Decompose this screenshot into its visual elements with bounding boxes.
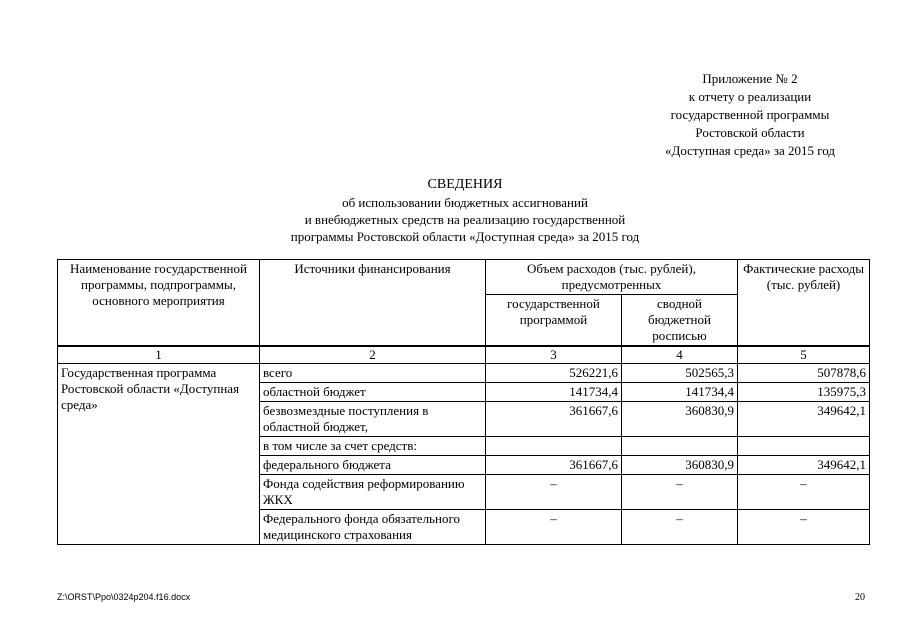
program-value: –: [486, 475, 622, 510]
program-value: –: [486, 510, 622, 545]
document-title: [200, 176, 730, 245]
source-cell: федерального бюджета: [260, 456, 486, 475]
source-cell: всего: [260, 364, 486, 383]
appendix-line: к отчету о реализации: [688, 89, 812, 104]
index-row: [58, 346, 870, 364]
report-table: [57, 259, 870, 545]
budget-value: –: [622, 510, 738, 545]
actual-value: [738, 437, 870, 456]
actual-value: –: [738, 475, 870, 510]
header-source: Источники финансирования: [260, 260, 486, 347]
appendix-line: Приложение № 2: [702, 71, 798, 86]
program-name-cell: Государственная программа Ростовской области «Доступная среда»: [58, 364, 260, 545]
budget-value: 360830,9: [622, 456, 738, 475]
header-budget: сводной бюджетной росписью: [622, 295, 738, 347]
program-value: 526221,6: [486, 364, 622, 383]
program-value: 361667,6: [486, 456, 622, 475]
source-cell: областной бюджет: [260, 383, 486, 402]
source-cell: Фонда содействия реформированию ЖКХ: [260, 475, 486, 510]
appendix-header: [630, 70, 870, 160]
header-row: [58, 260, 870, 295]
appendix-line: государственной программы: [670, 107, 830, 122]
title-line: об использовании бюджетных ассигнований: [342, 195, 588, 210]
header-name: Наименование государственной программы, подпрограммы, основного мероприятия: [58, 260, 260, 347]
index-cell: 3: [486, 346, 622, 364]
appendix-line: Ростовской области: [695, 125, 805, 140]
index-cell: 5: [738, 346, 870, 364]
title-line: и внебюджетных средств на реализацию государственной: [304, 212, 626, 227]
header-volume: Объем расходов (тыс. рублей), предусмотренных: [486, 260, 738, 295]
program-value: 361667,6: [486, 402, 622, 437]
actual-value: 349642,1: [738, 402, 870, 437]
actual-value: 349642,1: [738, 456, 870, 475]
actual-value: 135975,3: [738, 383, 870, 402]
table-row: [58, 364, 870, 383]
title-main: СВЕДЕНИЯ: [427, 177, 503, 192]
program-value: [486, 437, 622, 456]
index-cell: 1: [58, 346, 260, 364]
actual-value: 507878,6: [738, 364, 870, 383]
budget-value: [622, 437, 738, 456]
page-number: 20: [855, 592, 865, 603]
source-cell: Федерального фонда обязательного медицинского страхования: [260, 510, 486, 545]
index-cell: 2: [260, 346, 486, 364]
footer-file-path: Z:\ORST\Ppo\0324p204.f16.docx: [57, 592, 191, 602]
program-value: 141734,4: [486, 383, 622, 402]
title-line: программы Ростовской области «Доступная среда» за 2015 год: [290, 229, 640, 244]
appendix-line: «Доступная среда» за 2015 год: [664, 143, 836, 158]
budget-value: 141734,4: [622, 383, 738, 402]
header-program: государственной программой: [486, 295, 622, 347]
header-actual: Фактические расходы (тыс. рублей): [738, 260, 870, 347]
budget-value: –: [622, 475, 738, 510]
source-cell: безвозмездные поступления в областной бюджет,: [260, 402, 486, 437]
index-cell: 4: [622, 346, 738, 364]
actual-value: –: [738, 510, 870, 545]
budget-value: 360830,9: [622, 402, 738, 437]
source-cell: в том числе за счет средств:: [260, 437, 486, 456]
budget-value: 502565,3: [622, 364, 738, 383]
